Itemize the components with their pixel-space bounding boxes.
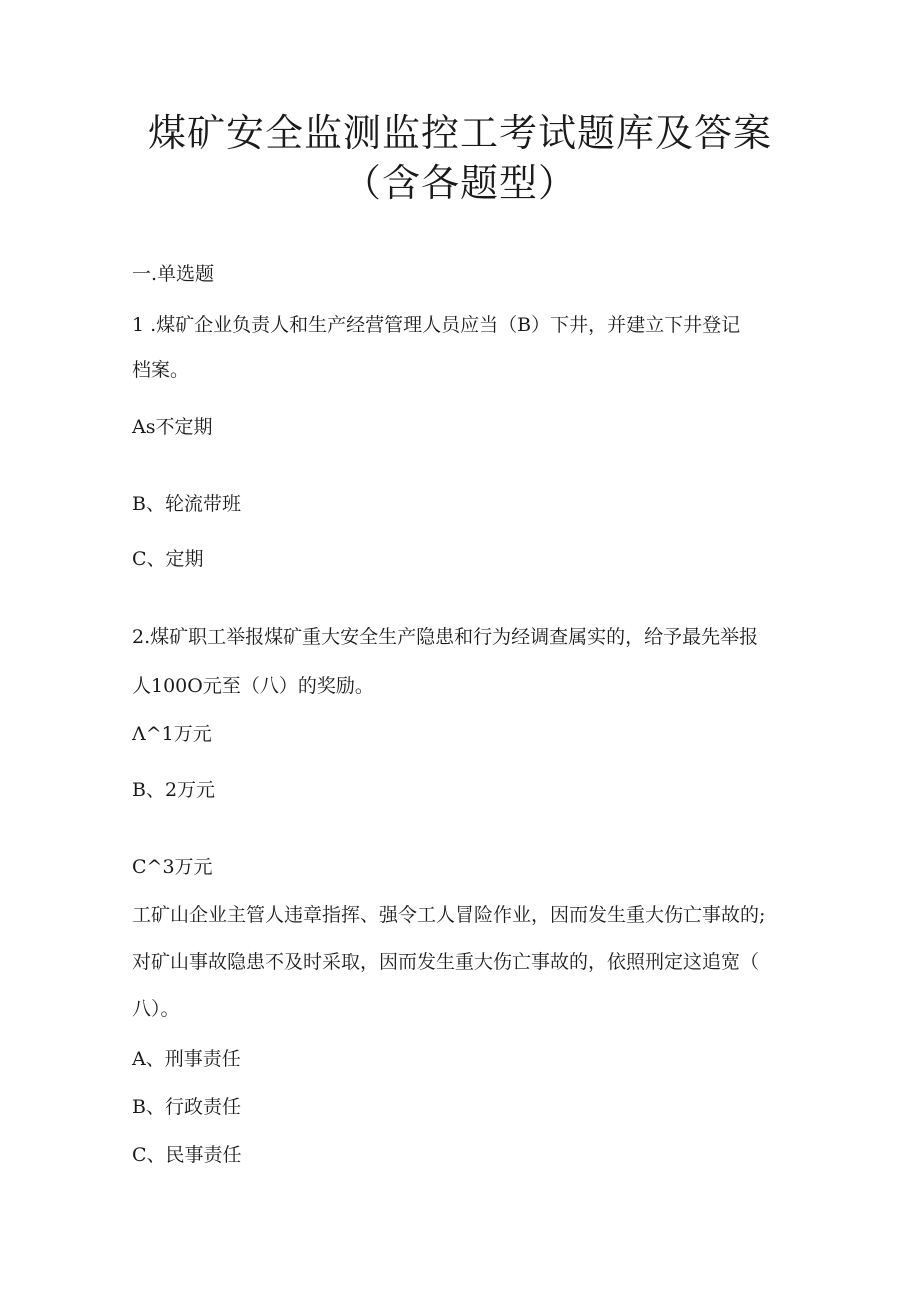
q3-option-a: A、刑事责任 [132, 1048, 241, 1070]
q3-option-b: B、行政责任 [132, 1096, 241, 1118]
q2-stem-line2: 人100O元至（八）的奖励。 [132, 675, 374, 697]
section-heading: 一.单选题 [132, 263, 215, 285]
q1-option-a: As不定期 [132, 416, 213, 438]
q3-stem-line1: 工矿山企业主管人违章指挥、强令工人冒险作业，因而发生重大伤亡事故的; [132, 904, 766, 926]
q1-stem-line2: 档案。 [132, 359, 190, 381]
q2-option-a: Λ^1万元 [132, 723, 212, 745]
q3-stem-line3: 八）。 [132, 998, 180, 1020]
q1-option-c: C、定期 [132, 548, 204, 570]
q2-option-c: C^3万元 [132, 856, 213, 878]
q2-option-b: B、2万元 [132, 779, 216, 801]
q3-stem-line2: 对矿山事故隐患不及时采取，因而发生重大伤亡事故的，依照刑定这追宽（ [132, 951, 760, 973]
q3-option-c: C、民事责任 [132, 1144, 242, 1166]
q1-option-b: B、轮流带班 [132, 493, 241, 515]
doc-title-line2: （含各题型） [342, 161, 577, 205]
q1-stem-line1: 1 .煤矿企业负责人和生产经营管理人员应当（B）下井，并建立下井登记 [132, 314, 741, 336]
doc-title-line1: 煤矿安全监测监控工考试题库及答案 [147, 111, 772, 155]
q2-stem-line1: 2.煤矿职工举报煤矿重大安全生产隐患和行为经调查属实的，给予最先举报 [132, 626, 759, 648]
